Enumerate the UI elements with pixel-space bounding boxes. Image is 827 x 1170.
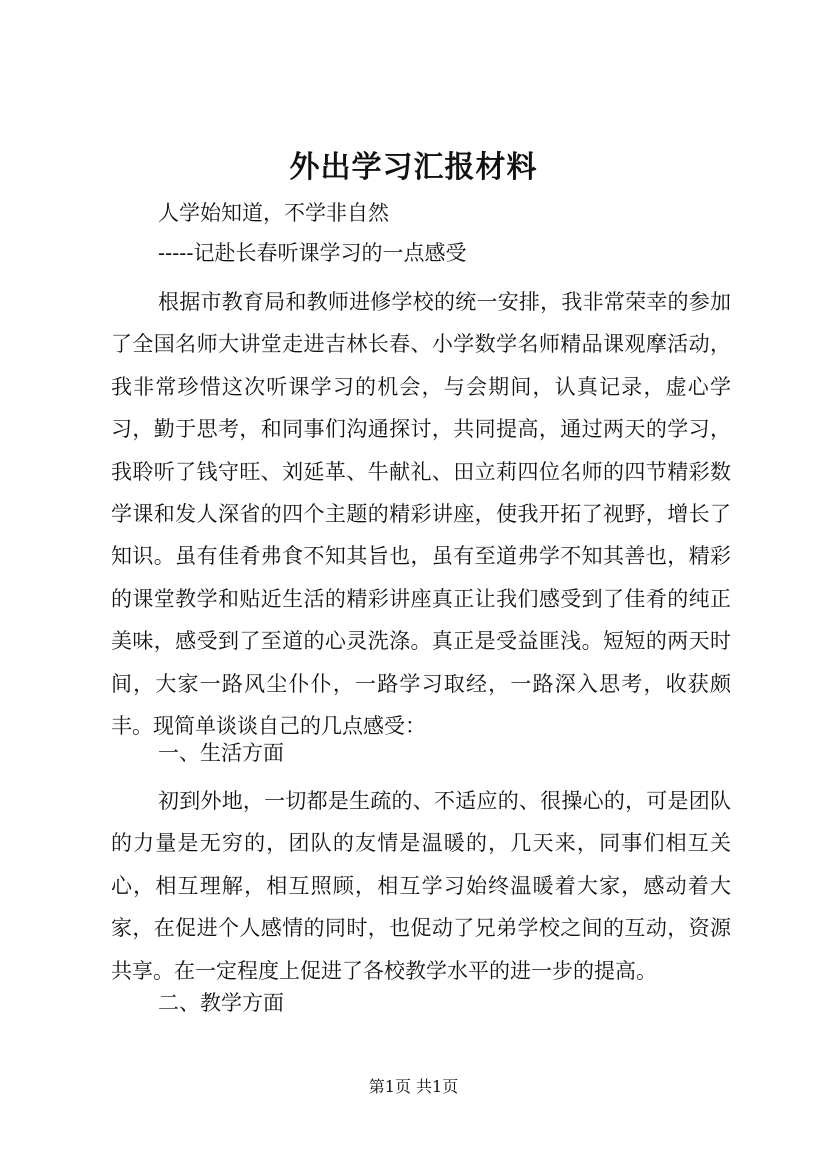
document-title: 外出学习汇报材料 [289, 150, 538, 185]
page-footer: 第1页 共1页 [368, 1077, 459, 1096]
body-paragraph-2: 初到外地，一切都是生疏的、不适应的、很操心的，可是团队的力量是无穷的，团队的友情是温暖的，几天来，同事们相互关心，相互理解，相互照顾，相互学习始终温暖着大家，感动着大家，在促进个人感情的同时，也促动了兄弟学校之间的互动，资源共享。在一定程度上促进了各校教学水平的进一步的提高。 [111, 789, 731, 983]
section-heading-teaching: 二、教学方面 [158, 991, 284, 1015]
section-heading-life: 一、生活方面 [158, 741, 284, 765]
subtitle: 人学始知道，不学非自然 [158, 201, 389, 225]
dedication-line: -----记赴长春听课学习的一点感受 [158, 241, 467, 265]
body-paragraph-1: 根据市教育局和教师进修学校的统一安排，我非常荣幸的参加了全国名师大讲堂走进吉林长春、小学数学名师精品课观摩活动，我非常珍惜这次听课学习的机会，与会期间，认真记录，虚心学习，勤于思考，和同事们沟通探讨，共同提高，通过两天的学习，我聆听了钱守旺、刘延革、牛献礼、田立莉四位名师的四节精彩数学课和发人深省的四个主题的精彩讲座，使我开拓了视野，增长了知识。虽有佳肴弗食不知其旨也，虽有至道弗学不知其善也，精彩的课堂教学和贴近生活的精彩讲座真正让我们感受到了佳肴的纯正美味，感受到了至道的心灵洗涤。真正是受益匪浅。短短的两天时间，大家一路风尘仆仆，一路学习取经，一路深入思考，收获颇丰。现简单谈谈自己的几点感受： [111, 290, 731, 739]
